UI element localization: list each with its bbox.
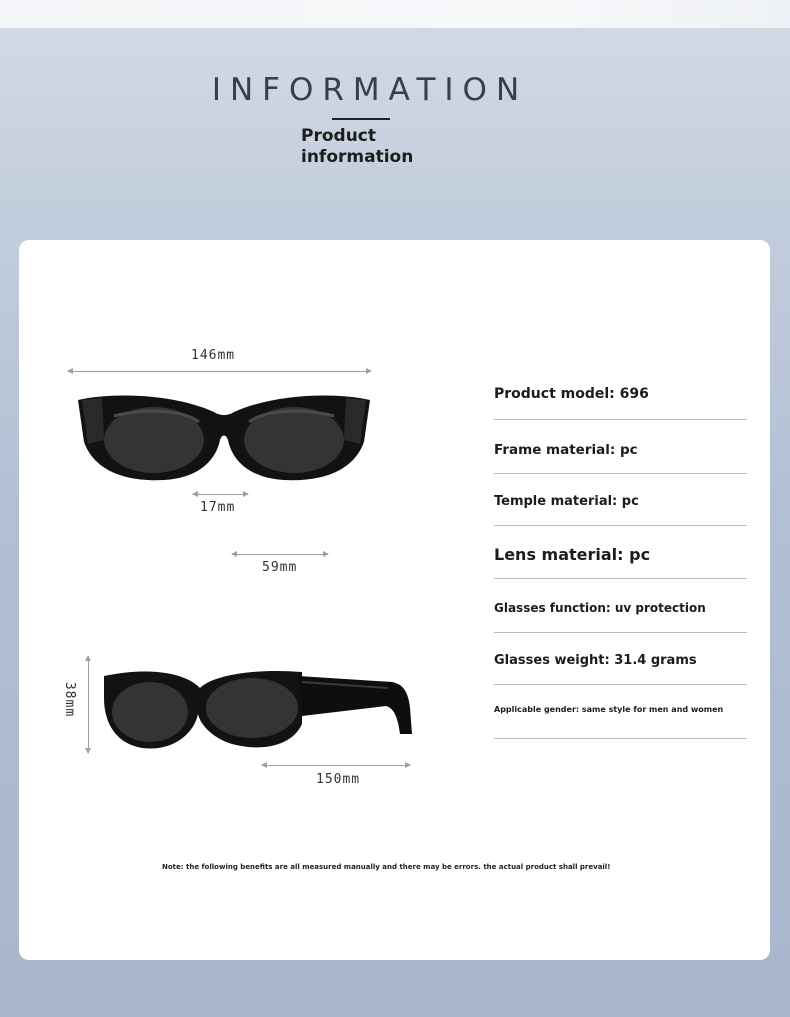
info-card xyxy=(19,240,770,960)
spec-glasses-weight: Glasses weight: 31.4 grams xyxy=(494,653,747,685)
top-strip xyxy=(0,0,790,28)
glasses-front-image xyxy=(74,390,374,486)
section-title: INFORMATION xyxy=(211,72,529,108)
section-subtitle xyxy=(301,126,461,168)
dimension-arrow-total-width xyxy=(68,371,371,372)
spec-lens-material: Lens material: pc xyxy=(494,545,747,579)
spec-glasses-function: Glasses function: uv protection xyxy=(494,601,747,633)
title-divider xyxy=(332,118,390,120)
glasses-side-image xyxy=(102,668,414,758)
dimension-temple-length: 150mm xyxy=(316,772,361,787)
subtitle-line-2: information xyxy=(301,147,414,167)
dimension-arrow-bridge xyxy=(193,494,248,495)
subtitle-line-1: Product xyxy=(301,126,376,146)
spec-product-model: Product model: 696 xyxy=(494,386,747,420)
dimension-arrow-lens-height xyxy=(88,656,89,753)
dimension-lens-height: 38mm xyxy=(62,681,78,718)
dimension-lens-width: 59mm xyxy=(262,560,298,575)
dimension-bridge: 17mm xyxy=(200,500,236,515)
spec-temple-material: Temple material: pc xyxy=(494,494,747,526)
spec-frame-material: Frame material: pc xyxy=(494,442,747,474)
spec-applicable-gender: Applicable gender: same style for men and women xyxy=(494,704,747,739)
dimension-total-width: 146mm xyxy=(191,348,236,363)
dimension-arrow-lens-width xyxy=(232,554,328,555)
measurement-note: Note: the following benefits are all measured manually and there may be errors. the actual product shall prevail! xyxy=(162,863,611,871)
dimension-arrow-temple-length xyxy=(262,765,410,766)
